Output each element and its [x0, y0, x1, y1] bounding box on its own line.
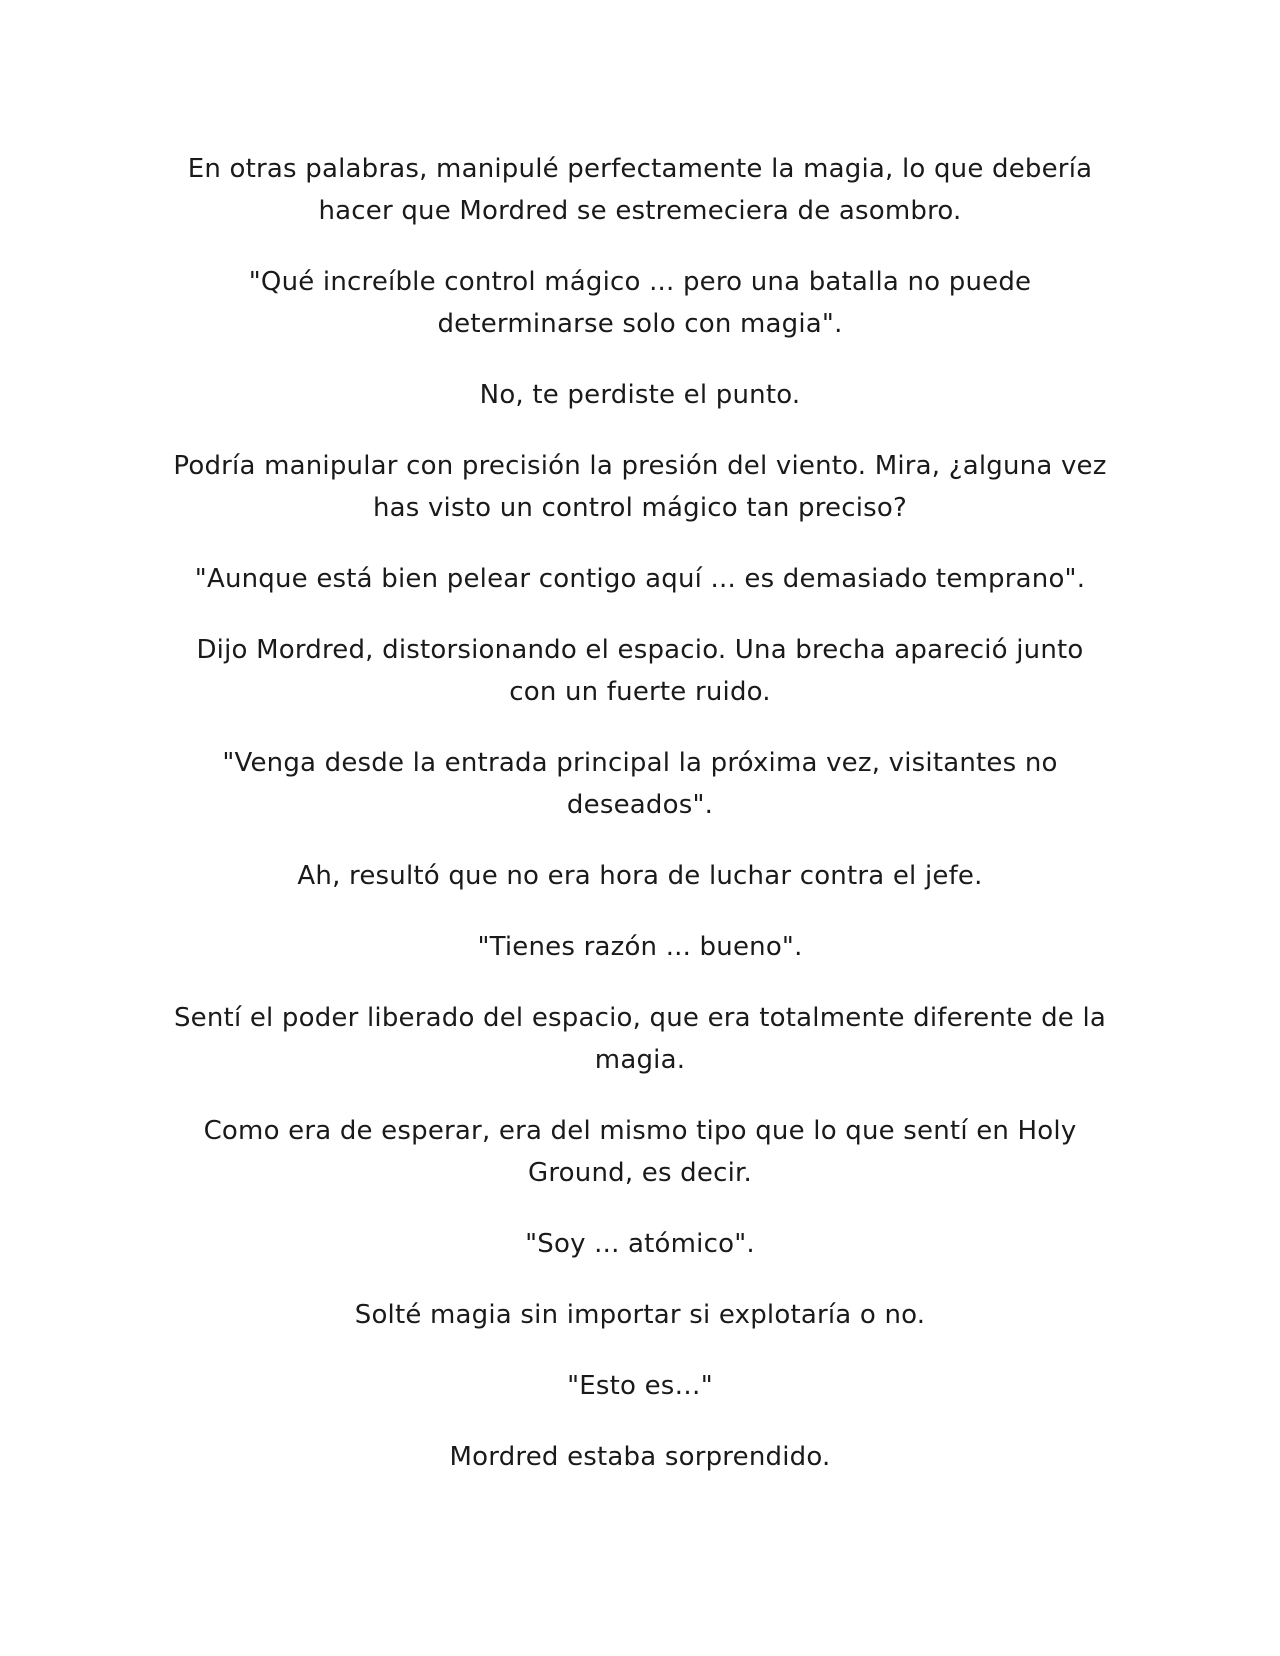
paragraph: Podría manipular con precisión la presión del viento. Mira, ¿alguna vez has visto un control mágico tan preciso?: [173, 451, 1107, 523]
paragraph: "Soy ... atómico".: [525, 1229, 755, 1259]
paragraph: "Qué increíble control mágico ... pero una batalla no puede determinarse solo con magia".: [248, 267, 1032, 339]
paragraph: No, te perdiste el punto.: [479, 380, 801, 410]
paragraph: Como era de esperar, era del mismo tipo que lo que sentí en Holy Ground, es decir.: [203, 1116, 1077, 1188]
paragraph: Sentí el poder liberado del espacio, que era totalmente diferente de la magia.: [173, 1003, 1107, 1075]
paragraph: Dijo Mordred, distorsionando el espacio. Una brecha apareció junto con un fuerte ruido.: [196, 635, 1084, 707]
document-body: [170, 148, 1110, 1507]
paragraph: Mordred estaba sorprendido.: [449, 1442, 831, 1472]
paragraph: "Tienes razón ... bueno".: [477, 932, 803, 962]
paragraph: Solté magia sin importar si explotaría o no.: [354, 1300, 926, 1330]
paragraph: En otras palabras, manipulé perfectamente la magia, lo que debería hacer que Mordred se estremeciera de asombro.: [187, 154, 1093, 226]
paragraph: "Aunque está bien pelear contigo aquí ... es demasiado temprano".: [194, 564, 1086, 594]
paragraph: "Venga desde la entrada principal la próxima vez, visitantes no deseados".: [222, 748, 1058, 820]
paragraph: "Esto es…": [567, 1371, 713, 1401]
paragraph: Ah, resultó que no era hora de luchar contra el jefe.: [297, 861, 983, 891]
